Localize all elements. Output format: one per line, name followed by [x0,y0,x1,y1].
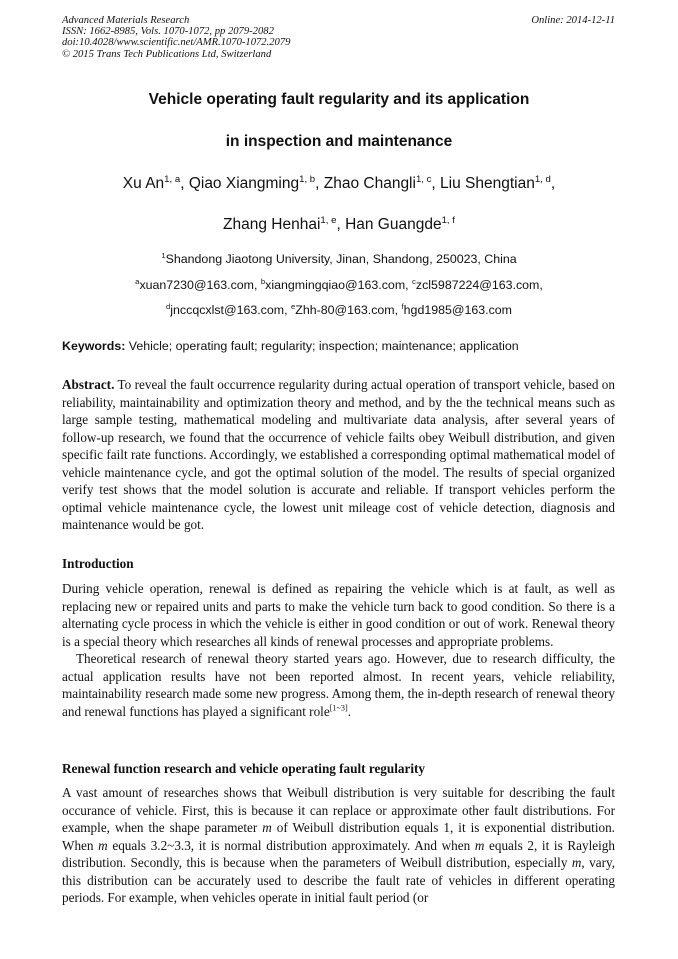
affiliation-sup: 1 [161,251,166,261]
online-date: Online: 2014-12-11 [531,15,615,26]
author-name: Zhao Changli [323,175,416,192]
introduction-paragraph-1: During vehicle operation, renewal is defined as repairing the vehicle which is at fault, as well as replacing new or repaired units and parts to make the vehicle turn back to good condition. So there is a alternating cycle process in which the vehicle is either in good condition or out of work. Renewal theory is a special theory which researches all kinds of renewal processes and appropriate problems. [62,581,615,649]
introduction-heading: Introduction [62,556,134,571]
author-sup: 1, d [534,173,551,185]
author-sup: 1, b [299,173,316,185]
paper-title-line-1: Vehicle operating fault regularity and its application [148,91,530,108]
paragraph-text: A vast amount of researches shows that Weibull distribution is very suitable for describing the fault occurance of vehicle. First, this is because it can replace or approximate other fault distributions. For example, when the shape parameter [62,785,615,835]
author-line-2 [0,216,678,234]
author-sep: , [336,216,346,233]
copyright-line: © 2015 Trans Tech Publications Ltd, Switzerland [62,48,272,60]
introduction-paragraph-2 [62,650,615,720]
author-sep: , [550,175,556,192]
abstract [62,376,615,534]
paragraph-text: equals 3.2~3.3, it is normal distribution approximately. And when [107,837,475,853]
keywords [62,339,622,353]
doi-line: doi:10.4028/www.scientific.net/AMR.1070-1072.2079 [62,37,291,49]
paragraph-text: Theoretical research of renewal theory started years ago. However, due to research difficulty, the actual application results have not been reported almost. In recent years, vehicle reliability, maintainability research made some new progress. Among them, the in-depth research of renewal theory and renewal functions has played a significant role [62,651,615,719]
email-address: xuan7230@163.com, [139,278,261,292]
author-sep: , [431,175,441,192]
journal-name: Advanced Materials Research [62,15,190,26]
email-address: xiangmingqiao@163.com, [265,278,413,292]
email-sup: f [401,302,404,312]
email-sup: d [166,302,171,312]
math-m: m [262,820,272,835]
citation-ref: [1~3] [329,703,348,713]
author-name: Xu An [122,175,165,192]
email-address: Zhh-80@163.com, [295,303,402,317]
email-address: hgd1985@163.com [403,303,512,317]
author-sup: 1, e [320,214,337,226]
email-address: zcl5987224@163.com, [415,278,543,292]
journal-header [62,15,290,60]
renewal-paragraph [62,784,615,907]
abstract-text: To reveal the fault occurrence regularity during actual operation of transport vehicle, based on reliability, maintainability and optimization theory and method, and by the the technical means such as large sample testing, mathematical modeling and multivariate data analysis, after several years of follow-up research, we found that the occurrence of vehicle failts obey Weibull distribution, and given specific failt rate functions. Accordingly, we established a corresponding optimal mathematical model of vehicle maintenance cycle, and got the optimal solution of the model. The results of special organized verify test shows that the model solution is accurate and reliable. If transport vehicles perform the optimal vehicle maintenance cycle, the lowest unit mileage cost of vehicle detection, diagnosis and maintenance would be got. [62,377,615,532]
author-sep: , [315,175,324,192]
issn-line: ISSN: 1662-8985, Vols. 1070-1072, pp 2079-2082 [62,26,274,38]
email-address: jnccqcxlst@163.com, [170,303,291,317]
paragraph-text: , vary, this distribution can be accurately used to describe the fault rate of vehicles in different operating periods. For example, when vehicles operate in initial fault period (or [62,855,616,905]
author-name: Han Guangde [345,216,442,233]
paragraph-text: of Weibull distribution equals 1, it is exponential distribution. When [62,820,615,853]
author-line-1 [0,175,678,193]
author-sep: , [180,175,189,192]
email-sup: c [412,277,416,287]
email-sup: a [135,277,140,287]
author-name: Liu Shengtian [440,175,535,192]
email-line-1 [0,278,678,292]
author-name: Zhang Henhai [223,216,321,233]
math-m: m [98,837,108,853]
paper-title-line-2: in inspection and maintenance [225,133,453,150]
math-m: m [571,855,582,870]
keywords-label: Keywords: [62,339,126,353]
author-sup: 1, c [415,173,432,185]
renewal-section-heading: Renewal function research and vehicle operating fault regularity [62,761,425,776]
introduction-body [62,580,615,720]
email-sup: b [260,277,266,287]
affiliation-text: Shandong Jiaotong University, Jinan, Shandong, 250023, China [165,252,517,266]
paragraph-text: equals 2, it is Rayleigh distribution. Secondly, this is because when the parameters of Weibull distribution, especially [62,837,615,870]
keywords-text: Vehicle; operating fault; regularity; inspection; maintenance; application [125,339,519,353]
affiliation [0,252,678,266]
renewal-body [62,784,615,907]
abstract-label: Abstract. [62,377,115,392]
paragraph-end: . [347,703,352,719]
author-sup: 1, f [441,214,455,226]
author-name: Qiao Xiangming [188,175,300,192]
email-line-2 [0,303,678,317]
math-m: m [474,837,485,853]
author-sup: 1, a [164,173,181,185]
email-sup: e [290,302,296,312]
